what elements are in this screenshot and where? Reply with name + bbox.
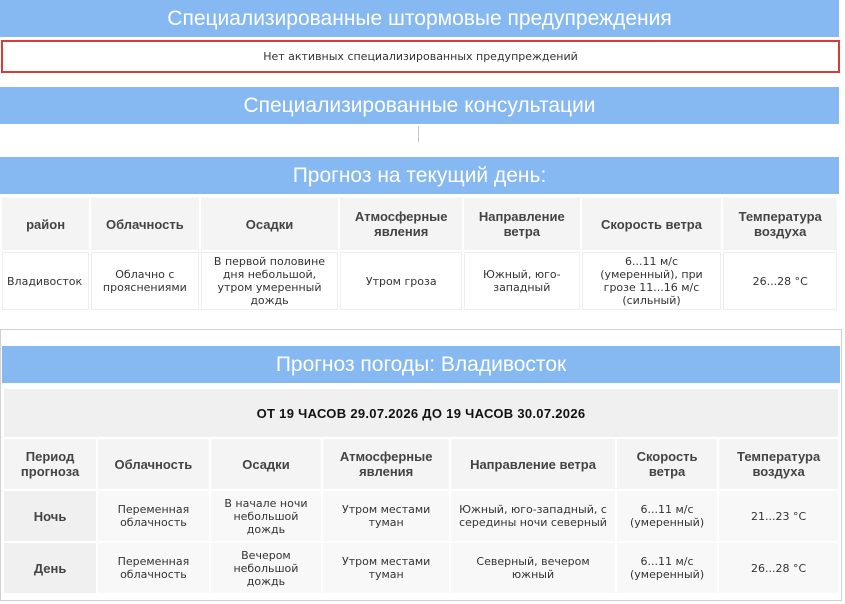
city-forecast-header: Прогноз погоды: Владивосток bbox=[2, 346, 840, 383]
table-row bbox=[4, 491, 838, 541]
table-header-row bbox=[4, 439, 838, 489]
table-header-row bbox=[2, 198, 837, 250]
cell-phenomena: Утром гроза bbox=[340, 252, 462, 310]
col-wind-speed: Скорость ветра bbox=[617, 439, 717, 489]
period-range-row bbox=[4, 389, 838, 437]
col-wind-dir: Направление ветра bbox=[451, 439, 615, 489]
cell-clouds: Облачно с прояснениями bbox=[91, 252, 198, 310]
cell-temp: 21...23 °C bbox=[719, 491, 838, 541]
table-row bbox=[2, 252, 837, 310]
cell-wind-speed: 6...11 м/с (умеренный) bbox=[617, 543, 717, 593]
cell-precip: В первой половине дня небольшой, утром умеренный дождь bbox=[201, 252, 339, 310]
cell-wind-dir: Северный, вечером южный bbox=[451, 543, 615, 593]
cell-precip: Вечером небольшой дождь bbox=[211, 543, 322, 593]
cell-wind-dir: Южный, юго-западный, с середины ночи северный bbox=[451, 491, 615, 541]
cell-precip: В начале ночи небольшой дождь bbox=[211, 491, 322, 541]
consultations-empty-divider bbox=[418, 126, 419, 142]
cell-wind-dir: Южный, юго-западный bbox=[464, 252, 580, 310]
cell-wind-speed: 6...11 м/с (умеренный), при грозе 11...16 м/с (сильный) bbox=[582, 252, 722, 310]
cell-period: Ночь bbox=[4, 491, 96, 541]
no-warnings-notice: Нет активных специализированных предупреждений bbox=[1, 40, 840, 73]
today-forecast-table bbox=[0, 196, 839, 312]
col-temp: Температура воздуха bbox=[723, 198, 837, 250]
today-forecast-header: Прогноз на текущий день: bbox=[0, 157, 839, 194]
cell-clouds: Переменная облачность bbox=[98, 543, 209, 593]
col-temp: Температура воздуха bbox=[719, 439, 838, 489]
cell-phenomena: Утром местами туман bbox=[323, 491, 449, 541]
col-precip: Осадки bbox=[201, 198, 339, 250]
col-district: район bbox=[2, 198, 89, 250]
col-phenomena: Атмосферные явления bbox=[340, 198, 462, 250]
cell-phenomena: Утром местами туман bbox=[323, 543, 449, 593]
col-wind-speed: Скорость ветра bbox=[582, 198, 722, 250]
cell-clouds: Переменная облачность bbox=[98, 491, 209, 541]
period-range: ОТ 19 ЧАСОВ 29.07.2026 ДО 19 ЧАСОВ 30.07.2026 bbox=[4, 389, 838, 437]
cell-wind-speed: 6...11 м/с (умеренный) bbox=[617, 491, 717, 541]
cell-period: День bbox=[4, 543, 96, 593]
col-clouds: Облачность bbox=[91, 198, 198, 250]
consultations-header: Специализированные консультации bbox=[0, 87, 839, 124]
col-phenomena: Атмосферные явления bbox=[323, 439, 449, 489]
col-period: Период прогноза bbox=[4, 439, 96, 489]
col-clouds: Облачность bbox=[98, 439, 209, 489]
city-forecast-table bbox=[2, 387, 840, 595]
table-row bbox=[4, 543, 838, 593]
cell-temp: 26...28 °C bbox=[723, 252, 837, 310]
col-wind-dir: Направление ветра bbox=[464, 198, 580, 250]
cell-temp: 26...28 °C bbox=[719, 543, 838, 593]
storm-warnings-header: Специализированные штормовые предупреждения bbox=[0, 0, 839, 37]
col-precip: Осадки bbox=[211, 439, 322, 489]
cell-district: Владивосток bbox=[2, 252, 89, 310]
